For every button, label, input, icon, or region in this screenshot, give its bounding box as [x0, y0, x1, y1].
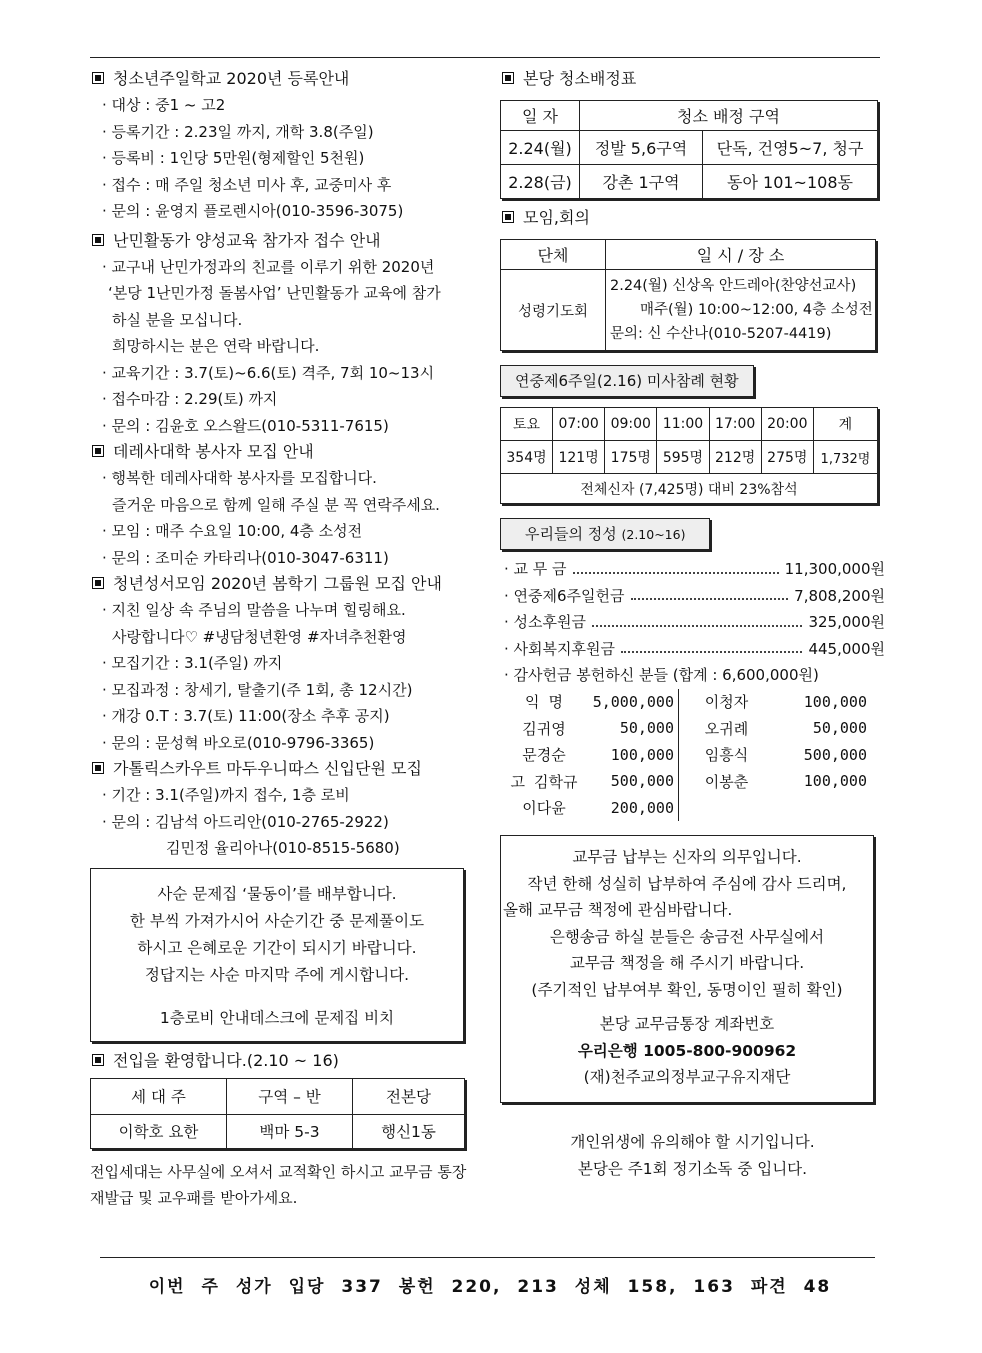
title-text: 난민활동가 양성교육 참가자 접수 안내 [113, 230, 381, 250]
info-line: · 대상 : 중1 ~ 고2 [102, 96, 226, 114]
table-cell: 2.28(금) [501, 165, 580, 199]
title-text: 청년성서모임 2020년 봄학기 그룹원 모집 안내 [113, 574, 442, 593]
square-bullet-icon [92, 1054, 104, 1066]
welcome-table [90, 1078, 465, 1149]
section-title [500, 205, 885, 231]
offering-amount: 11,300,000원 [784, 560, 885, 578]
donor-amount: 500,000 [803, 745, 867, 764]
offering-row [500, 609, 885, 636]
donor-name: 문경순 [522, 746, 566, 765]
donor-amount: 50,000 [812, 719, 867, 738]
donor-amount: 5,000,000 [588, 689, 679, 716]
section-attendance [500, 365, 885, 504]
attendance-title: 연중제6주일(2.16) 미사참례 현황 [500, 365, 754, 397]
table-cell: 이학호 요한 [91, 1114, 227, 1148]
table-cell: 1,732명 [813, 441, 877, 474]
section-title [90, 228, 475, 254]
section-title [90, 439, 475, 465]
offering-row [500, 636, 885, 663]
tithe-notice-box [500, 835, 874, 1103]
info-line: · 개강 0.T : 3.7(토) 11:00(장소 추후 공지) [102, 707, 390, 725]
square-bullet-icon [502, 72, 514, 84]
donor-amount: 100,000 [588, 742, 679, 769]
table-header: 계 [813, 408, 877, 441]
top-rule [90, 57, 880, 58]
account-line: 본당 교무금통장 계좌번호 [599, 1015, 775, 1033]
notice-line: 하시고 은혜로운 기간이 되시기 바랍니다. [137, 938, 417, 957]
notice-line: 한 부씩 가져가시어 사순기간 중 문제풀이도 [129, 911, 425, 930]
table-row [500, 715, 875, 742]
donor-name: 이청자 [704, 693, 749, 712]
section-bible [90, 571, 475, 756]
section-title [90, 571, 475, 597]
offering-row [500, 556, 885, 583]
table-cell: 단독, 건영5~7, 청구 [703, 131, 878, 165]
hygiene-notice [500, 1129, 885, 1183]
offering-label: · 사회복지후원금 [504, 639, 615, 658]
table-header: 단체 [501, 240, 606, 270]
donor-amount: 500,000 [588, 768, 679, 795]
notice-line: 올해 교무금 책정에 관심바랍니다. [503, 901, 733, 919]
donor-name: 이다윤 [522, 799, 566, 818]
notice-line: 은행송금 하실 분들은 송금전 사무실에서 [549, 927, 825, 946]
offering-label: · 성소후원금 [504, 613, 586, 631]
title-text: 본당 청소배정표 [523, 69, 637, 88]
table-header: 일 시 / 장 소 [606, 240, 876, 270]
info-line: · 문의 : 문성혁 바오로(010-9796-3365) [102, 733, 375, 752]
notice-line: 작년 한해 성실히 납부하여 주심에 감사 드리며, [527, 874, 847, 893]
table-row [500, 689, 875, 716]
section-welcome [90, 1048, 475, 1212]
info-line: 희망하시는 분은 연락 바랍니다. [112, 337, 320, 355]
bottom-rule [100, 1257, 875, 1258]
info-line: · 모임 : 매주 수요일 10:00, 4층 소성전 [102, 522, 363, 540]
info-line: · 행복한 데레사대학 봉사자를 모집합니다. [102, 469, 377, 487]
info-line: 사랑합니다♡ #냉담청년환영 #자녀추천환영 [112, 627, 407, 646]
donor-name: 김귀영 [522, 719, 566, 738]
offering-label: · 연중제6주일헌금 [504, 586, 625, 605]
thanks-title: · 감사헌금 봉헌하신 분들 (합계 : 6,600,000원) [504, 666, 819, 684]
meeting-line: 문의: 신 수산나(010-5207-4419) [610, 326, 832, 342]
attendance-summary: 전체신자 (7,425명) 대비 23%참석 [501, 474, 878, 504]
table-header: 청소 배정 구역 [580, 101, 878, 131]
donor-name: 고 김학규 [510, 772, 578, 791]
notice-line: 본당은 주1회 정기소독 중 입니다. [577, 1160, 808, 1178]
notice-line: 교무금 책정을 해 주시기 바랍니다. [569, 954, 805, 972]
period-text: (2.10 ~ 16) [246, 1050, 339, 1070]
table-cell: 121명 [553, 441, 605, 474]
donor-amount: 200,000 [588, 795, 679, 822]
info-line: · 모집기간 : 3.1(주일) 까지 [102, 654, 283, 672]
section-teresa [90, 439, 475, 571]
meeting-line: 매주(월) 10:00~12:00, 4층 소성전 [640, 302, 873, 318]
donor-amount: 100,000 [803, 772, 867, 791]
square-bullet-icon [92, 762, 104, 774]
table-cell: 275명 [761, 441, 813, 474]
table-cell: 정발 5,6구역 [580, 131, 703, 165]
donor-amount: 50,000 [588, 715, 679, 742]
title-text: 청소년주일학교 2020년 등록안내 [113, 69, 350, 88]
table-cell: 성령기도회 [501, 270, 606, 351]
notice-line: 교무금 납부는 신자의 의무입니다. [572, 848, 802, 866]
square-bullet-icon [92, 577, 104, 589]
section-offering [500, 518, 885, 821]
section-cleaning [500, 66, 885, 199]
notice-line: 1층로비 안내데스크에 문제집 비치 [159, 1008, 395, 1027]
info-line: · 접수 : 매 주일 청소년 미사 후, 교중미사 후 [102, 175, 392, 194]
table-cell: 행신1동 [353, 1114, 465, 1148]
donor-amount: 100,000 [803, 692, 867, 711]
table-cell: 175명 [605, 441, 657, 474]
info-line: · 문의 : 김남석 아드리안(010-2765-2922) [102, 812, 389, 831]
table-cell: 595명 [657, 441, 709, 474]
table-header: 20:00 [761, 408, 813, 441]
meeting-line: 2.24(월) 신상옥 안드레아(찬양선교사) [610, 278, 857, 294]
donor-amount [774, 795, 875, 822]
donor-name: 익 명 [524, 693, 563, 712]
table-header: 토요 [501, 408, 553, 441]
donor-name [679, 795, 775, 822]
cleaning-table [500, 100, 878, 199]
info-line: · 접수마감 : 2.29(토) 까지 [102, 390, 278, 408]
info-line: 하실 분을 모십니다. [112, 310, 243, 329]
square-bullet-icon [92, 234, 104, 246]
meeting-table [500, 239, 876, 351]
info-line: · 문의 : 조미순 카타리나(010-3047-6311) [102, 548, 389, 567]
hymn-footer: 이번 주 성가 입당 337 봉헌 220, 213 성체 158, 163 파견 48 [148, 1277, 832, 1297]
thanks-table [500, 689, 875, 822]
table-cell: 2.24(월) [501, 131, 580, 165]
title-text: 전입을 환영합니다. [113, 1050, 247, 1070]
notice-line: 정답지는 사순 마지막 주에 게시합니다. [144, 965, 410, 984]
period-text: (2.10~16) [621, 527, 686, 542]
table-header: 일 자 [501, 101, 580, 131]
info-line: · 문의 : 김윤호 오스왈드(010-5311-7615) [102, 416, 389, 435]
section-title [90, 1048, 475, 1074]
title-text: 우리들의 정성 [525, 525, 617, 543]
offering-amount: 7,808,200원 [794, 586, 885, 605]
info-line: · 문의 : 윤영지 플로렌시아(010-3596-3075) [102, 202, 404, 220]
square-bullet-icon [92, 445, 104, 457]
info-line: · 교구내 난민가정과의 친교를 이루기 위한 2020년 [102, 257, 435, 276]
section-scout [90, 756, 475, 862]
table-header: 전본당 [353, 1078, 465, 1114]
table-header: 09:00 [605, 408, 657, 441]
notice-line: 사순 문제집 ‘물동이’를 배부합니다. [157, 884, 397, 903]
info-line: · 지친 일상 속 주님의 말씀을 나누며 힐링해요. [102, 601, 406, 619]
offering-label: · 교 무 금 [504, 560, 567, 578]
donor-name: 임흥식 [704, 746, 749, 765]
lent-notice-box [90, 868, 464, 1042]
section-title [90, 756, 475, 782]
table-header: 세 대 주 [91, 1078, 227, 1114]
table-cell: 강촌 1구역 [580, 165, 703, 199]
attendance-table [500, 407, 878, 504]
info-line: 김민정 율리아나(010-8515-5680) [166, 839, 400, 857]
offering-amount: 445,000원 [808, 639, 885, 658]
welcome-note: 재발급 및 교우패를 받아가세요. [90, 1189, 298, 1207]
info-line: · 등록비 : 1인당 5만원(형제할인 5천원) [102, 149, 365, 167]
account-number: 우리은행 1005-800-900962 [577, 1041, 797, 1060]
meeting-detail [606, 270, 876, 351]
info-line: ‘본당 1난민가정 돌봄사업’ 난민활동가 교육에 참가 [108, 284, 441, 302]
table-cell: 동아 101~108동 [703, 165, 878, 199]
donor-name: 이봉춘 [704, 772, 749, 791]
notice-line: (주기적인 납부여부 확인, 동명이인 필히 확인) [531, 980, 843, 999]
offering-amount: 325,000원 [808, 613, 885, 631]
section-refugee [90, 228, 475, 440]
account-line: (재)천주교의정부교구유지재단 [583, 1068, 791, 1086]
info-line: · 교육기간 : 3.7(토)~6.6(토) 격주, 7회 10~13시 [102, 363, 435, 382]
section-youth-school [90, 66, 475, 225]
dot-leader [631, 583, 789, 601]
left-column [90, 66, 475, 1212]
notice-line: 개인위생에 유의해야 할 시기입니다. [570, 1133, 815, 1151]
section-meeting [500, 205, 885, 351]
table-cell: 백마 5-3 [227, 1114, 353, 1148]
table-row [500, 742, 875, 769]
section-title [500, 66, 885, 92]
welcome-note: 전입세대는 사무실에 오셔서 교적확인 하시고 교무금 통장 [90, 1162, 467, 1181]
info-line: · 등록기간 : 2.23일 까지, 개학 3.8(주일) [102, 122, 374, 141]
table-row [500, 768, 875, 795]
table-header: 07:00 [553, 408, 605, 441]
info-line: · 기간 : 3.1(주일)까지 접수, 1층 로비 [102, 786, 350, 804]
square-bullet-icon [92, 72, 104, 84]
dot-leader [573, 556, 779, 574]
title-text: 데레사대학 봉사자 모집 안내 [113, 442, 314, 461]
dot-leader [592, 609, 802, 627]
title-text: 모임,회의 [523, 208, 590, 227]
info-line: 즐거운 마음으로 함께 일해 주실 분 꼭 연락주세요. [112, 495, 440, 514]
square-bullet-icon [502, 211, 514, 223]
offering-row [500, 583, 885, 610]
offering-title [500, 518, 710, 550]
table-header: 17:00 [709, 408, 761, 441]
dot-leader [621, 636, 803, 654]
info-line: · 모집과정 : 창세기, 탈출기(주 1회, 총 12시간) [102, 680, 413, 699]
table-header: 11:00 [657, 408, 709, 441]
title-text: 가톨릭스카우트 마두우니따스 신입단원 모집 [113, 759, 422, 778]
section-title [90, 66, 475, 92]
table-cell: 354명 [501, 441, 553, 474]
table-cell: 212명 [709, 441, 761, 474]
table-row [500, 795, 875, 822]
right-column [500, 66, 885, 1183]
table-header: 구역 – 반 [227, 1078, 353, 1114]
donor-name: 오귀례 [704, 719, 749, 738]
